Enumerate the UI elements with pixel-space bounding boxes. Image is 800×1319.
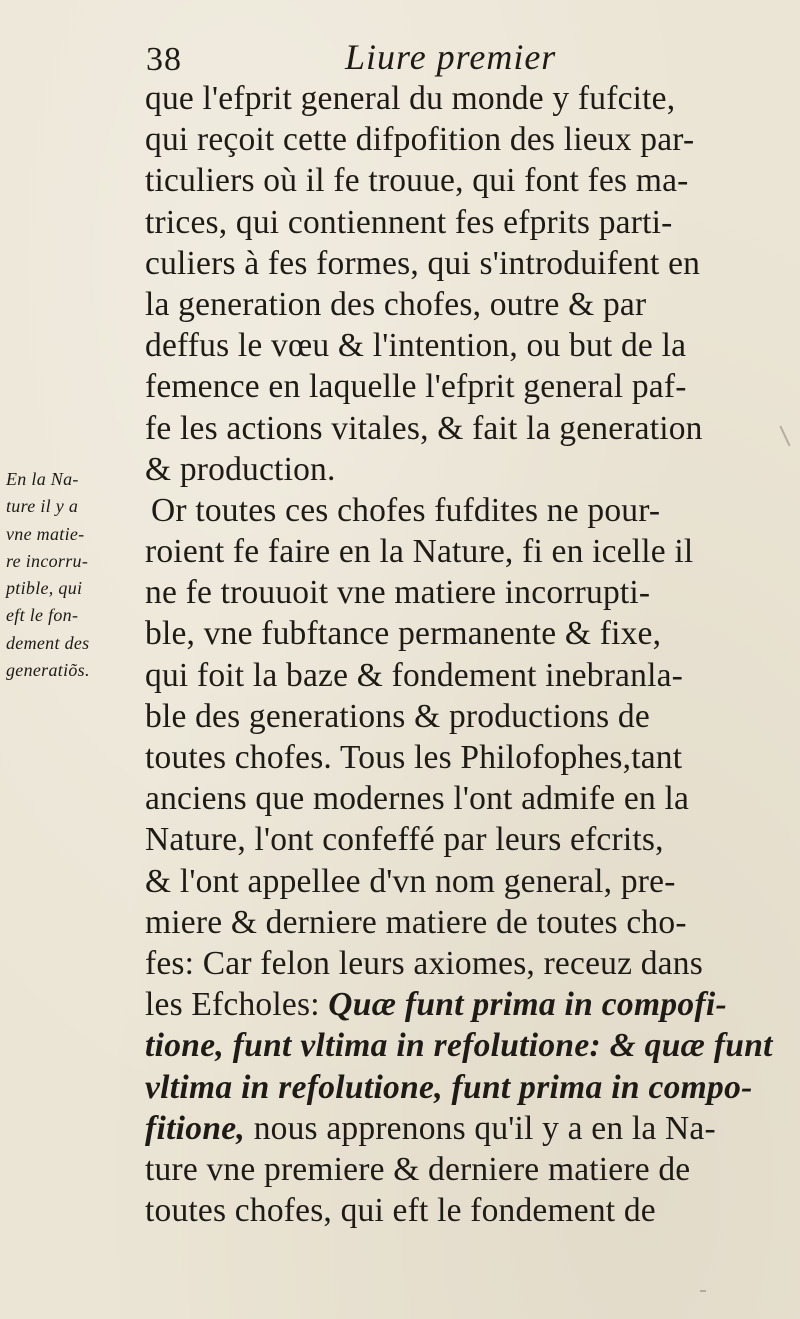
text-segment: nous apprenons qu'il y a en la Na- (253, 1109, 716, 1147)
latin-quotation-line (135, 1067, 763, 1108)
paper-mark (779, 426, 790, 447)
text-line-mixed (135, 984, 763, 1025)
margin-note-line: dement des (6, 632, 90, 653)
text-line: anciens que modernes l'ont admife en la (145, 780, 690, 818)
text-line: miere & derniere matiere de toutes cho- (145, 903, 687, 941)
text-line: ture vne premiere & derniere matiere de (145, 1150, 691, 1188)
latin-quotation: tione, funt vltima in refolutione: & quæ funt (145, 1027, 773, 1065)
margin-note-line: re incorru- (6, 550, 89, 571)
text-line: Nature, l'ont confeffé par leurs efcrits, (145, 821, 664, 859)
margin-note-line: En la Na- (6, 469, 79, 489)
margin-note (6, 466, 126, 684)
text-line: femence en laquelle l'efprit general paf- (145, 368, 687, 406)
latin-quotation: vltima in refolutione, funt prima in compo- (145, 1068, 753, 1106)
text-line: & production. (145, 450, 336, 488)
margin-note-line: ture il y a (6, 496, 79, 517)
text-line: que l'efprit general du monde y fufcite, (145, 80, 676, 117)
text-line: deffus le vœu & l'intention, ou but de la (145, 327, 687, 365)
text-line: roient fe faire en la Nature, fi en icelle il (145, 533, 694, 571)
text-line: qui reçoit cette difpofition des lieux par- (145, 121, 695, 159)
text-segment: les Efcholes: (145, 986, 320, 1024)
latin-quotation: fitione, (145, 1109, 246, 1147)
text-line: toutes chofes. Tous les Philofophes,tant (145, 739, 683, 776)
running-title: Liure premier (345, 37, 557, 77)
text-line: ne fe trouuoit vne matiere incorrupti- (145, 574, 651, 612)
text-line: toutes chofes, qui eft le fondement de (145, 1192, 656, 1230)
latin-quotation-line (135, 1025, 773, 1066)
margin-note-line: eft le fon- (6, 605, 79, 626)
text-line: la generation des chofes, outre & par (145, 285, 647, 323)
text-line: ticuliers où il fe trouue, qui font fes ma- (145, 162, 689, 200)
margin-note-line: generatiõs. (6, 660, 90, 681)
text-line: & l'ont appellee d'vn nom general, pre- (145, 862, 676, 900)
text-line: culiers à fes formes, qui s'introduifent en (145, 244, 701, 282)
text-line: fes: Car felon leurs axiomes, receuz dans (145, 944, 703, 982)
text-line-mixed (135, 1108, 763, 1149)
text-line: fe les actions vitales, & fait la generation (145, 409, 703, 447)
text-line: Or toutes ces chofes fufdites ne pour- (151, 491, 661, 529)
running-head (0, 30, 800, 80)
page-number: 38 (146, 41, 182, 78)
text-line: trices, qui contiennent fes efprits parti- (145, 203, 673, 241)
text-line: ble des generations & productions de (145, 697, 650, 735)
margin-note-line: vne matie- (6, 523, 85, 544)
text-line: ble, vne fubftance permanente & fixe, (145, 615, 662, 653)
text-line: qui foit la baze & fondement inebranla- (145, 656, 684, 694)
paper-mark (700, 1290, 706, 1292)
main-text (135, 78, 773, 1231)
margin-note-line: ptible, qui (6, 578, 83, 599)
latin-quotation: Quæ funt prima in compofi- (328, 986, 727, 1024)
